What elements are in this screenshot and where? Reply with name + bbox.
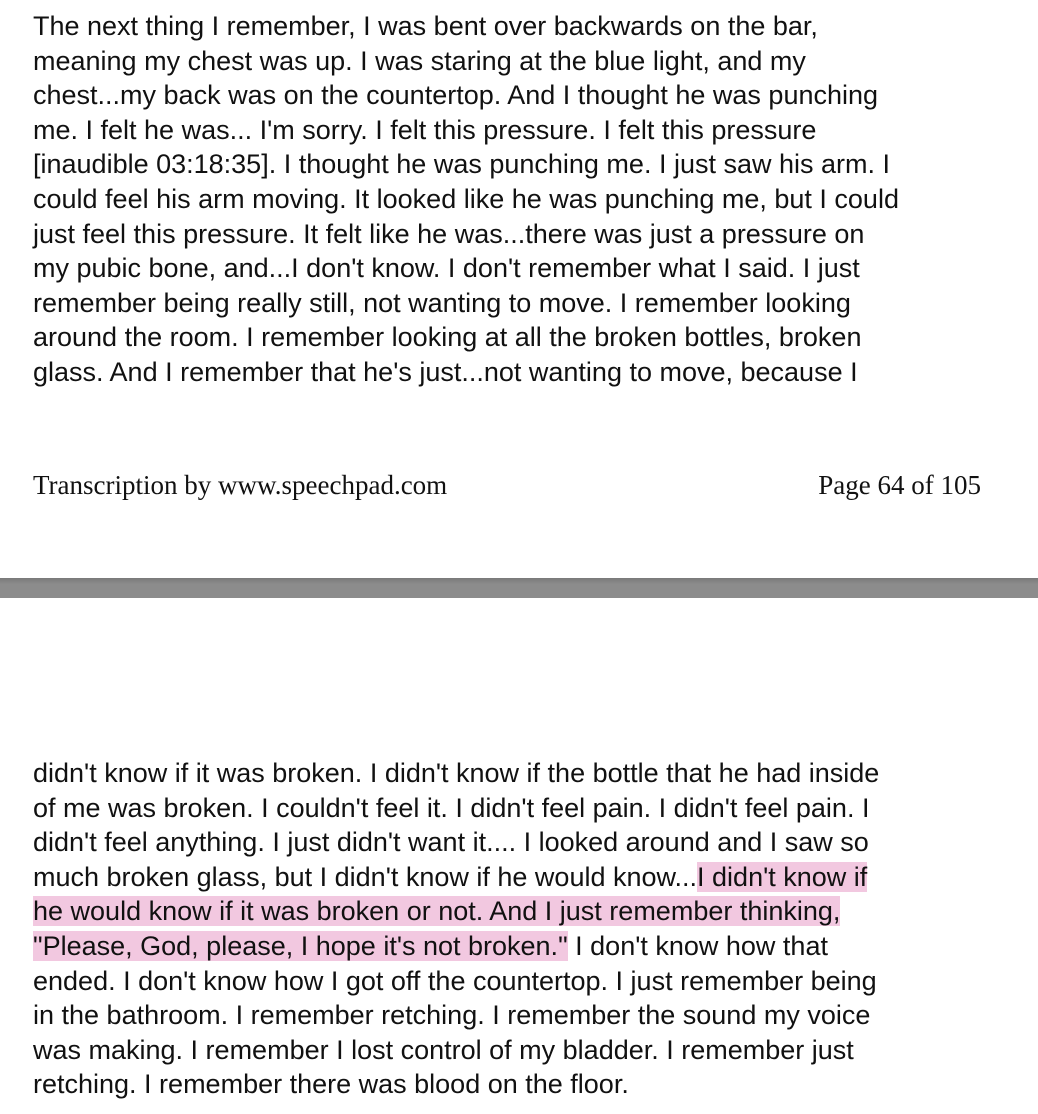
text-after-highlight: I don't know how that ended. I don't know how I got off the countertop. I just remember being in the bathroom. I remember retching. I remember the sound my voice was making. I remember I lost control of my bladder. I remember just retching. I remember there was blood on the floor. [33, 930, 877, 1100]
page-separator [0, 578, 1038, 598]
page-65 [0, 598, 1038, 1114]
highlighted-text[interactable]: I didn't know if he would know if it was broken or not. And I just remember thinking, "Please, God, please, I hope it's not broken." [33, 861, 868, 961]
footer-page-number: Page 64 of 105 [818, 470, 981, 500]
text-before-highlight: didn't know if it was broken. I didn't know if the bottle that he had inside of me was broken. I couldn't feel it. I didn't feel pain. I didn't feel pain. I didn't feel anything. I just didn't want it.... I looked around and I saw so much broken glass, but I didn't know if he would know... [33, 758, 880, 892]
page-footer [33, 468, 981, 502]
transcript-paragraph: The next thing I remember, I was bent over backwards on the bar, meaning my chest was up. I was staring at the blue light, and my chest...my back was on the countertop. And I thought he was punching me. I felt he was... I'm sorry. I felt this pressure. I felt this pressure [inaudible 03:18:35]. I thought he was punching me. I just saw his arm. I could feel his arm moving. It looked like he was punching me, but I could just feel this pressure. It felt like he was...there was just a pressure on my pubic bone, and...I don't know. I don't remember what I said. I just remember being really still, not wanting to move. I remember looking around the room. I remember looking at all the broken bottles, broken glass. And I remember that he's just...not wanting to move, because I [33, 11, 899, 387]
footer-transcription-credit: Transcription by www.speechpad.com [33, 470, 448, 500]
transcript-paragraph-continued [33, 756, 1023, 1102]
